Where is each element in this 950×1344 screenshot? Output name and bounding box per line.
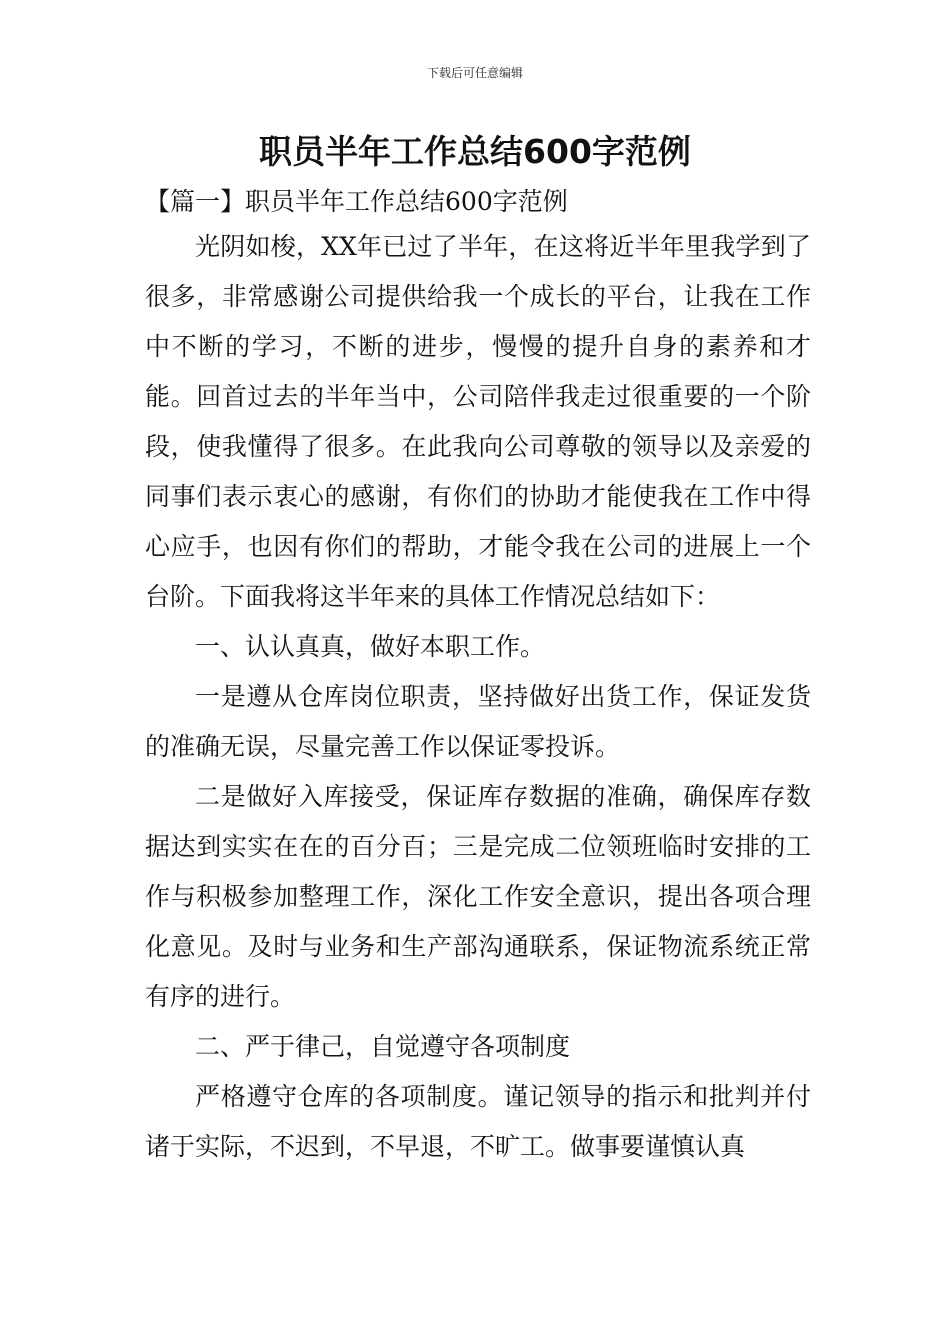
paragraph-heading-2: 二、严于律己，自觉遵守各项制度 bbox=[195, 1032, 571, 1061]
section-heading: 【篇一】职员半年工作总结600字范例 bbox=[145, 187, 568, 216]
document-title: 职员半年工作总结600字范例 bbox=[259, 132, 691, 171]
page-header-note: 下载后可任意编辑 bbox=[426, 66, 523, 80]
paragraph-item-1: 一是遵从仓库岗位职责，坚持做好出货工作，保证发货的准确无误，尽量完善工作以保证零投诉。 bbox=[145, 682, 811, 761]
paragraph-item-2: 二是做好入库接受，保证库存数据的准确，确保库存数据达到实实在在的百分百；三是完成二位领班临时安排的工作与积极参加整理工作，深化工作安全意识，提出各项合理化意见。及时与业务和生产部沟通联系，保证物流系统正常有序的进行。 bbox=[145, 782, 811, 1011]
paragraph-heading-1: 一、认认真真，做好本职工作。 bbox=[195, 632, 546, 661]
paragraph-discipline: 严格遵守仓库的各项制度。谨记领导的指示和批判并付诸于实际，不迟到，不早退，不旷工。做事要谨慎认真 bbox=[145, 1082, 811, 1161]
document-body bbox=[145, 222, 811, 1172]
paragraph-intro: 光阴如梭，XX年已过了半年，在这将近半年里我学到了很多，非常感谢公司提供给我一个成长的平台，让我在工作中不断的学习，不断的进步，慢慢的提升自身的素养和才能。回首过去的半年当中，公司陪伴我走过很重要的一个阶段，使我懂得了很多。在此我向公司尊敬的领导以及亲爱的同事们表示衷心的感谢，有你们的协助才能使我在工作中得心应手，也因有你们的帮助，才能令我在公司的进展上一个台阶。下面我将这半年来的具体工作情况总结如下： bbox=[145, 232, 811, 611]
